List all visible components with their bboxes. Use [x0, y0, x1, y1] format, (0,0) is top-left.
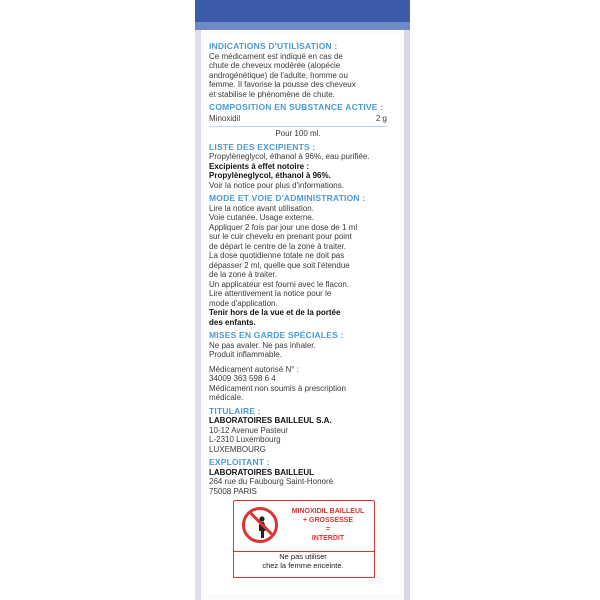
exploitant-name: LABORATOIRES BAILLEUL — [209, 467, 315, 477]
titulaire-name: LABORATOIRES BAILLEUL S.A. — [209, 416, 332, 425]
mode-line: Voie cutanée. Usage externe. — [209, 213, 314, 222]
excipients-title: LISTE DES EXCIPIENTS : — [209, 141, 316, 152]
warnings-line: Produit inflammable. — [209, 350, 282, 359]
mode-line: dépasser 2 ml, quelle que soit l'étendue — [209, 260, 350, 270]
warnings-title: MISES EN GARDE SPÉCIALES : — [209, 330, 344, 340]
pictogram-note — [233, 552, 373, 570]
pictogram-note-line: Ne pas utiliser — [279, 552, 327, 561]
carton-left-edge — [195, 0, 201, 600]
mode-line: sur le cuir chevelu en prenant pour point — [209, 232, 352, 241]
carton-right-edge — [404, 0, 410, 600]
mode-line: Appliquer 2 fois par jour une dose de 1 ml — [209, 222, 358, 232]
mode-line: La dose quotidienne totale ne doit pas — [209, 251, 345, 260]
mode-title: MODE ET VOIE D'ADMINISTRATION : — [209, 193, 366, 203]
exploitant-address: 75008 PARIS — [209, 486, 257, 496]
titulaire-title: TITULAIRE : — [209, 405, 261, 416]
mode-line: Lire attentivement la notice pour le — [209, 289, 332, 298]
composition-row — [209, 114, 387, 124]
mode-line: Un applicateur est fourni avec le flacon. — [209, 279, 350, 289]
pictogram-line: = — [325, 526, 331, 533]
pictogram-note-line: chez la femme enceinte. — [262, 561, 344, 570]
warnings-line: Ne pas avaler. Ne pas inhaler. — [209, 340, 316, 350]
indications-line: Ce médicament est indiqué en cas de — [209, 51, 343, 61]
composition-per: Pour 100 ml. — [275, 129, 321, 138]
label-content — [209, 38, 387, 496]
carton-top-band — [195, 0, 410, 22]
excipients-notoire: Excipients à effet notoire : — [209, 161, 310, 171]
pregnancy-prohibited-icon — [242, 507, 278, 543]
excipients-notoire-list: Propylèneglycol, éthanol à 96%. — [209, 171, 331, 180]
indications-line: femme. Il favorise la pousse des cheveux — [209, 80, 356, 89]
mode-line: de la zone à traiter. — [209, 270, 278, 279]
composition-title: COMPOSITION EN SUBSTANCE ACTIVE : — [209, 102, 384, 112]
authorization-line: médicale. — [209, 393, 244, 402]
mode-line: mode d'application. — [209, 298, 278, 308]
indications-line: chute de cheveux modérée (alopécie — [209, 61, 341, 70]
carton-top-band-light — [195, 22, 410, 30]
exploitant-title: EXPLOITANT : — [209, 457, 270, 467]
titulaire-address: 10-12 Avenue Pasteur — [209, 425, 289, 435]
indications-line: et stabilise le phénomène de chute. — [209, 89, 335, 99]
mode-warning: Tenir hors de la vue et de la portée — [209, 308, 341, 317]
excipients-note: Voir la notice pour plus d'informations. — [209, 180, 344, 190]
pictogram-text — [286, 507, 370, 543]
pictogram-line: MINOXIDIL BAILLEUL — [291, 508, 365, 515]
titulaire-address: LUXEMBOURG — [209, 444, 266, 454]
pictogram-line: INTERDIT — [311, 535, 345, 542]
indications-title: INDICATIONS D'UTILISATION : — [209, 41, 338, 51]
pictogram-line: + GROSSESSE — [303, 517, 353, 524]
mode-line: Lire la notice avant utilisation. — [209, 203, 314, 213]
composition-substance: Minoxidil — [209, 113, 241, 123]
composition-quantity: 2 g — [375, 113, 387, 123]
indications-line: androgénétique) de l'adulte, homme ou — [209, 70, 348, 80]
titulaire-address: L-2310 Luxembourg — [209, 435, 281, 444]
mode-warning: des enfants. — [209, 317, 256, 327]
composition-divider — [209, 126, 387, 127]
authorization-line: Médicament non soumis à prescription — [209, 383, 346, 393]
pregnancy-warning-pictogram — [233, 500, 375, 552]
authorization-line: Médicament autorisé N° : — [209, 364, 299, 374]
exploitant-address: 264 rue du Faubourg Saint-Honoré — [209, 477, 334, 486]
mode-line: de départ le centre de la zone à traiter. — [209, 241, 346, 251]
excipients-line: Propylèneglycol, éthanol à 96%, eau purifiée. — [209, 152, 370, 161]
authorization-number: 34009 363 598 6 4 — [209, 374, 276, 383]
